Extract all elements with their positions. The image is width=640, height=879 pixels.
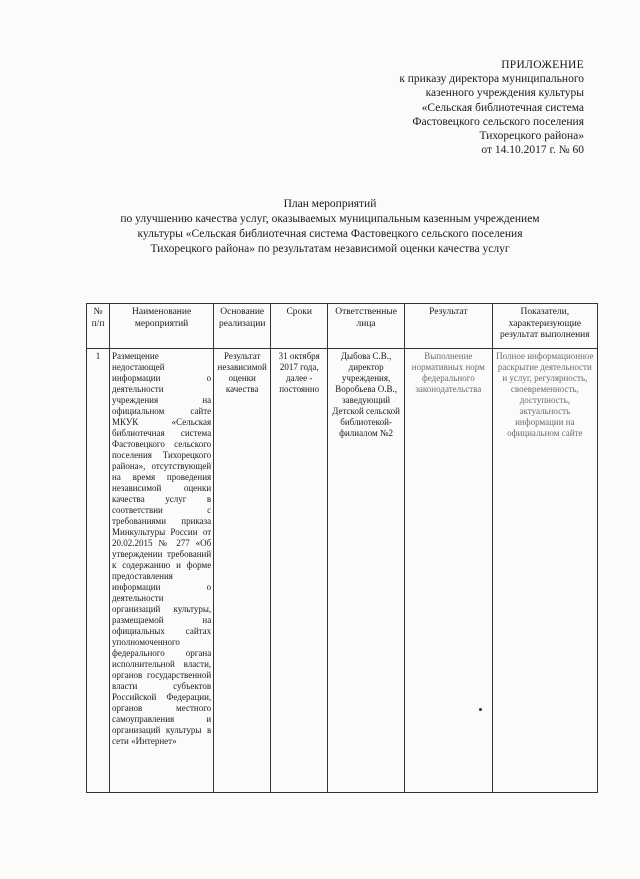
row-num: 1: [87, 349, 110, 793]
header-dates: Сроки: [271, 304, 328, 349]
appendix-heading: ПРИЛОЖЕНИЕ: [501, 59, 584, 71]
row-responsible: Дыбова С.В., директор учреждения, Воробьева О.В., заведующий Детской сельской библиотекой-филиалом №2: [328, 349, 405, 793]
header-basis: Основание реализации: [214, 304, 271, 349]
header-responsible: Ответственные лица: [328, 304, 405, 349]
appendix-block: [284, 58, 584, 157]
plan-title: [70, 197, 590, 257]
plan-title-line: Тихорецкого района» по результатам независимой оценки качества услуг: [150, 243, 510, 255]
ink-dot: [479, 708, 482, 711]
table-row: [87, 349, 598, 793]
row-result: Выполнение нормативных норм федерального законодательства: [404, 349, 492, 793]
appendix-line: Фастовецкого сельского поселения: [412, 115, 584, 128]
plan-title-line: по улучшению качества услуг, оказываемых муниципальным казенным учреждением: [120, 213, 540, 225]
row-indicators: Полное информационное раскрытие деятельности и услуг, регулярность, своевременность, доступность, актуальность информации на официальном сайте: [492, 349, 597, 793]
appendix-date: от 14.10.2017 г. № 60: [481, 144, 584, 157]
header-name: Наименование мероприятий: [110, 304, 214, 349]
plan-title-line: культуры «Сельская библиотечная система Фастовецкого сельского поселения: [137, 228, 523, 240]
appendix-line: Тихорецкого района»: [479, 130, 584, 143]
plan-title-heading: План мероприятий: [283, 198, 377, 210]
measures-table: [86, 303, 598, 793]
row-dates: 31 октября 2017 года, далее - постоянно: [271, 349, 328, 793]
appendix-line: «Сельская библиотечная система: [421, 101, 584, 114]
appendix-line: казенного учреждения культуры: [425, 87, 584, 100]
table-header-row: [87, 304, 598, 349]
row-basis: Результат независимой оценки качества: [214, 349, 271, 793]
header-indicators: Показатели, характеризующие результат выполнения: [492, 304, 597, 349]
header-result: Результат: [404, 304, 492, 349]
row-name: Размещение недостающей информации о деятельности учреждения на официальном сайте МКУК «Сельская библиотечная система Фастовецкого сельского поселения Тихорецкого района», отсутствующей на время проведения независимой оценки качества услуг в соответствии с требованиями приказа Минкультуры России от 20.02.2015 № 277 «Об утверждении требований к содержанию и форме предоставления информации о деятельности организаций культуры, размещаемой на официальных сайтах уполномоченного федерального органа исполнительной власти, органов государственной власти субъектов Российской Федерации, органов местного самоуправления и организаций культуры в сети «Интернет»: [110, 349, 214, 793]
header-num: № п/п: [87, 304, 110, 349]
appendix-line: к приказу директора муниципального: [399, 73, 584, 86]
